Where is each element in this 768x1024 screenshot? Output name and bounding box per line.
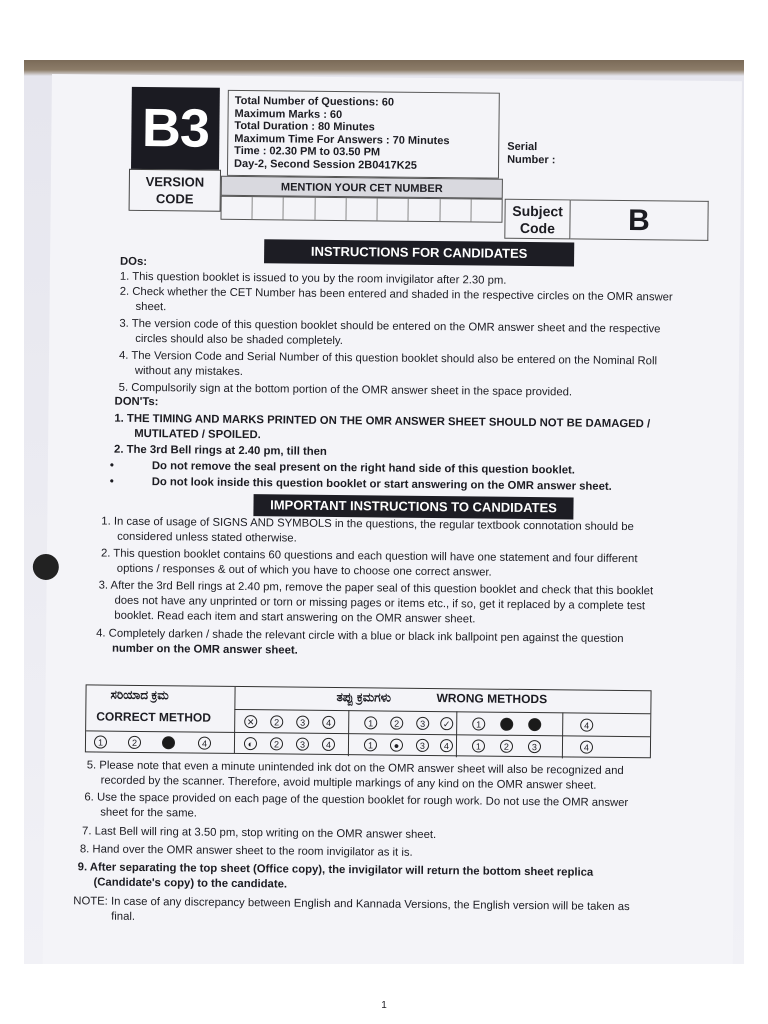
omr-circle: 1 — [472, 717, 485, 730]
omr-circle-partial: 4 — [580, 741, 593, 754]
after-table-line: sheet for the same. — [100, 806, 198, 820]
after-table-line: 5. Please note that even a minute unintended ink dot on the OMR answer sheet will also be recognized and — [86, 759, 624, 778]
omr-circle-dot: ● — [390, 739, 403, 752]
omr-circle: 3 — [296, 716, 309, 729]
donts-line: Do not remove the seal present on the right hand side of this question booklet. — [151, 460, 576, 477]
omr-circle: 3 — [296, 738, 309, 751]
omr-circle: 1 — [472, 739, 485, 752]
question-booklet-page — [43, 74, 742, 964]
donts-bullet: • — [109, 475, 114, 488]
omr-circle: 3 — [416, 717, 429, 730]
omr-circle-half: ◐ — [244, 737, 257, 750]
dos-heading: DOs: — [119, 255, 148, 269]
photo-frame — [24, 60, 744, 964]
dos-line: 2. Check whether the CET Number has been entered and shaded in the respective circles on the OMR answer — [119, 285, 673, 304]
omr-circle: 2 — [390, 717, 403, 730]
omr-circle: 4 — [322, 716, 335, 729]
correct-method-label: CORRECT METHOD — [96, 709, 212, 725]
omr-circle: 4 — [440, 739, 453, 752]
page-number: 1 — [381, 1000, 387, 1011]
important-line: 1. In case of usage of SIGNS AND SYMBOLS in the questions, the regular textbook connotation should be — [101, 515, 634, 534]
omr-circle: 1 — [364, 716, 377, 729]
donts-line: 1. THE TIMING AND MARKS PRINTED ON THE OMR ANSWER SHEET SHOULD NOT BE DAMAGED / — [114, 412, 651, 431]
wrong-kannada: ತಪ್ಪು ಕ್ರಮಗಳು — [336, 690, 392, 705]
after-table-line: 9. After separating the top sheet (Office copy), the invigilator will return the bottom sheet replica — [77, 861, 594, 879]
dos-line: 5. Compulsorily sign at the bottom portion of the OMR answer sheet in the space provided. — [118, 381, 573, 399]
version-letter: B3 — [131, 87, 220, 170]
dos-line: 3. The version code of this question booklet should be entered on the OMR answer sheet and the respective — [119, 317, 661, 336]
omr-circle-filled — [162, 736, 175, 749]
omr-circle: 1 — [94, 735, 107, 748]
important-line: 4. Completely darken / shade the relevant circle with a blue or black ink ballpoint pen against the question — [96, 627, 624, 646]
omr-circle-crossed: ✕ — [244, 715, 257, 728]
dos-line: 1. This question booklet is issued to you by the room invigilator after 2.30 pm. — [119, 270, 507, 287]
important-line: booklet. Read each item and start answering on the OMR answer sheet. — [114, 609, 476, 626]
dos-line: sheet. — [135, 300, 167, 314]
omr-circle: 2 — [128, 736, 141, 749]
donts-line: Do not look inside this question booklet or start answering on the OMR answer sheet. — [151, 476, 612, 493]
page-tab-marker — [33, 554, 59, 580]
donts-bullet: • — [109, 459, 114, 472]
version-code-label: VERSION CODE — [129, 169, 221, 212]
subject-code-label: Subject Code — [504, 199, 570, 240]
note-line: final. — [111, 910, 136, 923]
dos-line: without any mistakes. — [134, 364, 243, 379]
note-line: NOTE: In case of any discrepancy between English and Kannada Versions, the English version will be taken as — [73, 895, 630, 914]
important-line: options / responses & out of which you have to choose one correct answer. — [116, 562, 492, 579]
serial-number-label: Serial Number : — [507, 140, 556, 167]
after-table-line: (Candidate's copy) to the candidate. — [93, 876, 288, 891]
wrong-methods-label: WRONG METHODS — [436, 691, 548, 707]
important-line: 2. This question booklet contains 60 questions and each question will have one statement and four different — [100, 547, 638, 566]
exam-info-box: Total Number of Questions: 60 Maximum Marks : 60 Total Duration : 80 Minutes Maximum Time For Answers : 70 Minutes Time : 02.30 PM to 03.50 PM Day-2, Second Session 2B0417K25 — [227, 90, 500, 179]
marking-methods-table — [85, 684, 652, 758]
after-table-line: 8. Hand over the OMR answer sheet to the room invigilator as it is. — [79, 843, 413, 859]
dos-line: circles should also be shaded completely. — [135, 332, 343, 348]
omr-circle: 3 — [416, 739, 429, 752]
important-line: number on the OMR answer sheet. — [111, 642, 298, 657]
donts-line: 2. The 3rd Bell rings at 2.40 pm, till then — [114, 443, 327, 458]
important-line: does not have any unprinted or torn or missing pages or items etc., if so, get it replaced by a complete test — [114, 594, 646, 613]
omr-circle: 4 — [322, 738, 335, 751]
omr-circle: 3 — [528, 740, 541, 753]
omr-circle-filled — [500, 718, 513, 731]
omr-circle-filled — [528, 718, 541, 731]
instructions-banner: INSTRUCTIONS FOR CANDIDATES — [264, 239, 574, 266]
omr-circle: 2 — [500, 740, 513, 753]
important-banner: IMPORTANT INSTRUCTIONS TO CANDIDATES — [253, 494, 573, 519]
omr-circle: 2 — [270, 715, 283, 728]
important-line: considered unless stated otherwise. — [117, 530, 297, 545]
omr-circle-ticked: ✓ — [440, 717, 453, 730]
omr-circle: 2 — [270, 737, 283, 750]
omr-circle: 4 — [580, 719, 593, 732]
donts-line: MUTILATED / SPOILED. — [134, 427, 261, 442]
omr-circle: 4 — [198, 737, 211, 750]
dos-line: 4. The Version Code and Serial Number of this question booklet should also be entered on the Nominal Roll — [118, 349, 658, 368]
cet-number-label: MENTION YOUR CET NUMBER — [221, 176, 503, 199]
correct-kannada: ಸರಿಯಾದ ಕ್ರಮ — [110, 687, 169, 703]
donts-heading: DON'Ts: — [114, 395, 159, 409]
after-table-line: 7. Last Bell will ring at 3.50 pm, stop writing on the OMR answer sheet. — [82, 825, 437, 842]
after-table-line: 6. Use the space provided on each page of the question booklet for rough work. Do not use the OMR answer — [84, 791, 629, 810]
cet-number-cells — [220, 196, 502, 223]
important-line: 3. After the 3rd Bell rings at 2.40 pm, remove the paper seal of this question booklet and check that this booklet — [98, 579, 654, 598]
omr-circle: 1 — [364, 738, 377, 751]
subject-code-value: B — [570, 199, 708, 240]
after-table-line: recorded by the scanner. Therefore, avoid multiple markings of any kind on the OMR answer sheet. — [100, 774, 597, 792]
